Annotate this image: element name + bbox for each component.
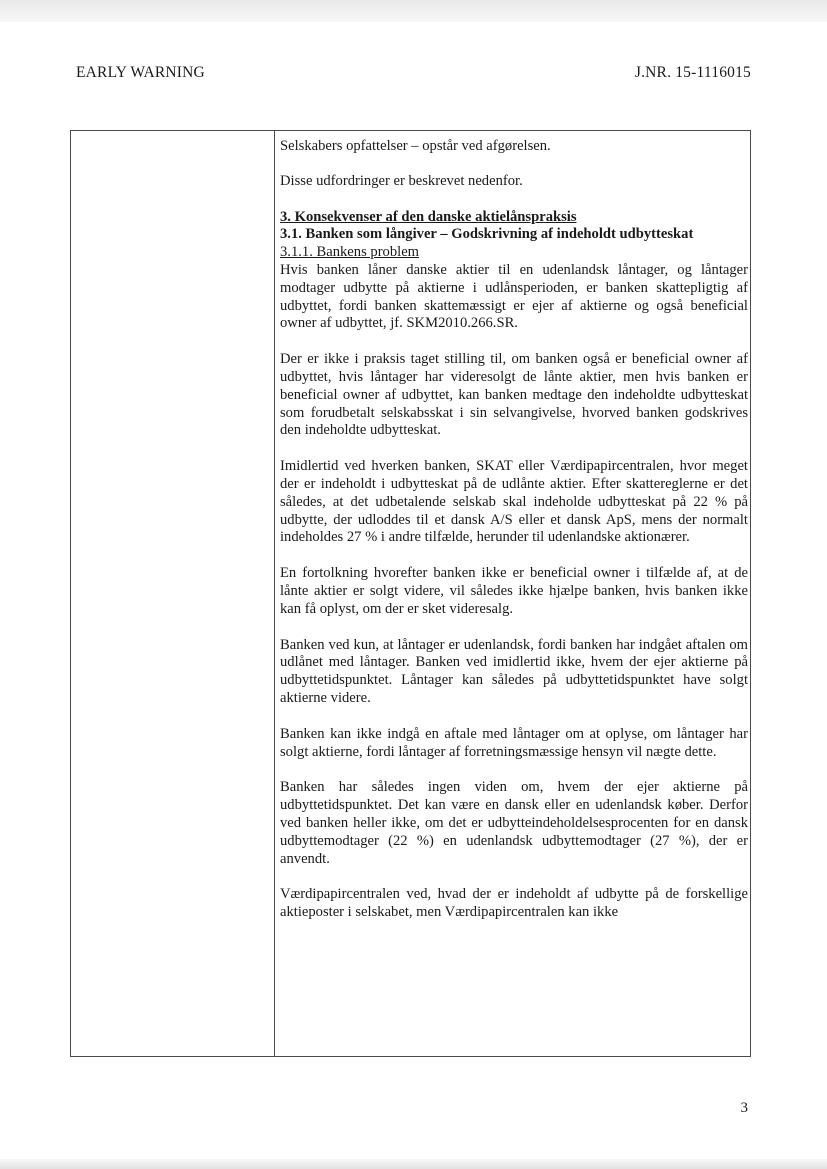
document-header-title: EARLY WARNING	[76, 64, 205, 81]
subsection-heading: 3.1. Banken som långiver – Godskrivning af indeholdt udbytteskat	[280, 226, 694, 243]
section-heading: 3. Konsekvenser af den danske aktielånspraksis	[280, 208, 577, 225]
paragraph: Selskabers opfattelser – opstår ved afgørelsen.	[280, 138, 551, 154]
paragraph: Banken kan ikke indgå en aftale med låntager om at oplyse, om låntager har solgt aktierne, fordi låntager af forretningsmæssige hensyn vil nægte dette.	[280, 725, 748, 760]
subsubsection-heading: 3.1.1. Bankens problem	[280, 244, 420, 261]
page-number: 3	[740, 1100, 748, 1116]
paragraph: Imidlertid ved hverken banken, SKAT eller Værdipapircentralen, hvor meget der er indeholdt i udbytteskat på de udlånte aktier. Efter skattereglerne er det således, at det udbetalende selskab skal indeholde udbytteskat på 22 % på udbytte, der udloddes til et dansk A/S eller et dansk ApS, mens der normalt indeholdes 27 % i andre tilfælde, herunder til udenlandske aktionærer.	[280, 458, 748, 546]
paragraph: Banken ved kun, at låntager er udenlandsk, fordi banken har indgået aftalen om udlånet med låntager. Banken ved imidlertid ikke, hvem der ejer aktierne på udbyttetidspunktet. Låntager kan således på udbyttetidspunktet have solgt aktierne videre.	[280, 636, 748, 706]
paragraph: Der er ikke i praksis taget stilling til, om banken også er beneficial owner af udbyttet, hvis låntager har videresolgt de lånte aktier, men hvis banken er beneficial owner af udbyttet, kan banken medtage den indeholdte udbytteskat som forudbetalt selskabsskat i sin selvangivelse, hvorved banken godskrives den indeholdte udbytteskat.	[280, 351, 748, 439]
table-content-cell	[280, 138, 748, 1054]
scan-top-edge	[0, 0, 827, 22]
document-header-reference: J.NR. 15-1116015	[634, 64, 751, 81]
paragraph: En fortolkning hvorefter banken ikke er beneficial owner i tilfælde af, at de lånte aktier er solgt videre, vil således ikke hjælpe banken, hvis banken ikke kan få oplyst, om der er sket videresalg.	[280, 565, 748, 617]
paragraph: Banken har således ingen viden om, hvem der ejer aktierne på udbyttetidspunktet. Det kan være en dansk eller en udenlandsk køber. Derfor ved banken heller ikke, om det er udbytteindeholdelsesprocenten for en dansk udbyttemodtager (22 %) en udenlandsk udbyttemodtager (27 %), der er anvendt.	[280, 779, 748, 867]
paragraph: Værdipapircentralen ved, hvad der er indeholdt af udbytte på de forskellige aktieposter i selskabet, men Værdipapircentralen kan ikke	[280, 886, 748, 921]
table-column-divider	[274, 130, 275, 1057]
paragraph: Disse udfordringer er beskrevet nedenfor.	[280, 172, 523, 189]
scan-bottom-edge	[0, 1159, 827, 1169]
paragraph: Hvis banken låner danske aktier til en udenlandsk låntager, og låntager modtager udbytte på aktierne i udlånsperioden, er banken skattepligtig af udbyttet, fordi banken skattemæssigt er ejer af aktierne og også beneficial owner af udbyttet, jf. SKM2010.266.SR.	[280, 261, 748, 332]
